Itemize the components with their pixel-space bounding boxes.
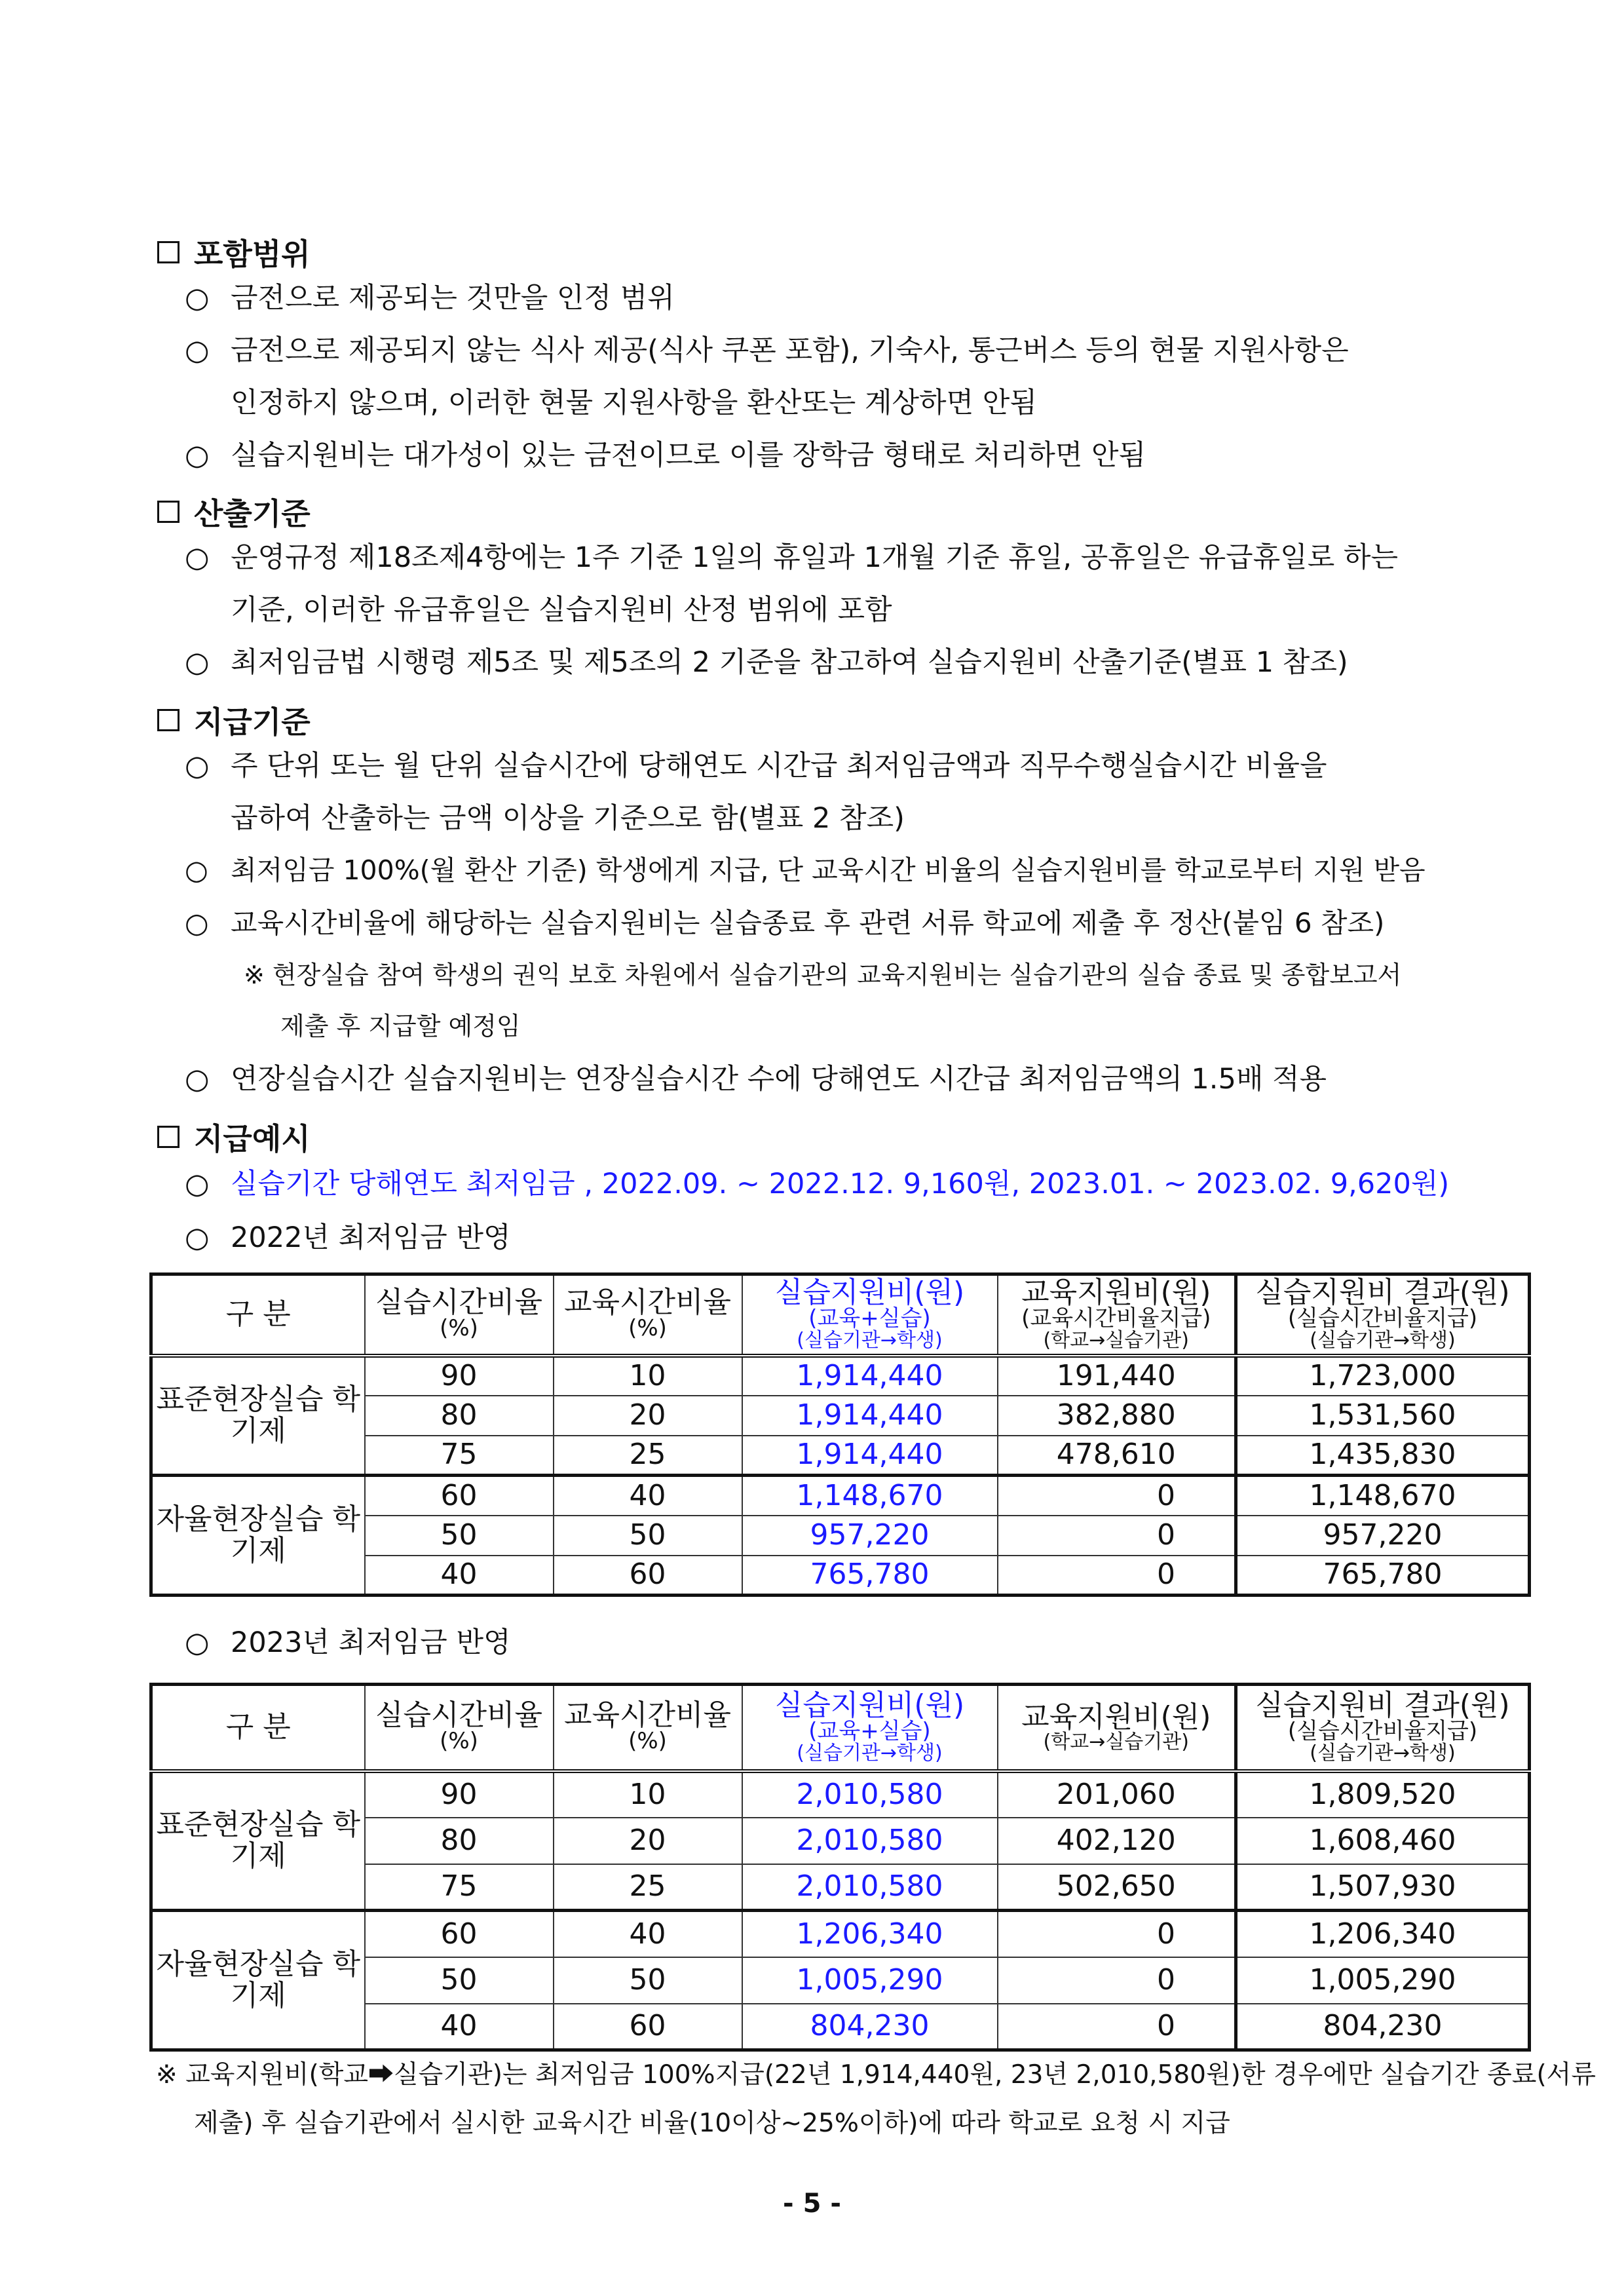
section-heading-payment-criteria [157,698,311,742]
header-support-total: 실습지원비(원) (교육+실습) (실습기관→학생) [742,1274,998,1356]
bullet-line: ○ 실습기간 당해연도 최저임금 , 2022.09. ~ 2022.12. 9,160원, 2023.01. ~ 2023.02. 9,620원) [185,1168,1450,1200]
group-label-standard: 표준현장실습 학기제 [151,1356,365,1476]
circle-bullet-icon: ○ [185,907,209,939]
bullet-line: ○ 금전으로 제공되는 것만을 인정 범위 [185,282,675,315]
table-row: 75 25 2,010,580 502,650 1,507,930 [151,1864,1530,1911]
bullet-line: ○ 2022년 최저임금 반영 [185,1221,511,1254]
circle-bullet-icon: ○ [185,1626,210,1659]
circle-bullet-icon: ○ [185,282,210,315]
section-heading-calculation [157,490,311,533]
footnote-line: ※ 교육지원비(학교⮕실습기관)는 최저임금 100%지급(22년 1,914,440원, 23년 2,010,580원)한 경우에만 실습기간 종료(서류 [156,2060,1596,2090]
bullet-line: ○ 연장실습시간 실습지원비는 연장실습시간 수에 당해연도 시간급 최저임금액의 1.5배 적용 [185,1063,1327,1096]
wage-table-2022 [149,1272,1531,1597]
bullet-line: ○ 운영규정 제18조제4항에는 1주 기준 1일의 휴일과 1개월 기준 휴일, 공휴일은 유급휴일로 하는 [185,541,1398,574]
circle-bullet-icon: ○ [185,1168,210,1200]
checkbox-square-icon [157,709,179,731]
table-row: 표준현장실습 학기제 90 10 2,010,580 201,060 1,809,520 [151,1771,1530,1818]
page-number: - 5 - [783,2189,841,2219]
table-row: 80 20 1,914,440 382,880 1,531,560 [151,1396,1530,1436]
circle-bullet-icon: ○ [185,439,210,472]
table-row: 표준현장실습 학기제 90 10 1,914,440 191,440 1,723,000 [151,1356,1530,1396]
bullet-continuation: 인정하지 않으며, 이러한 현물 지원사항을 환산또는 계상하면 안됨 [231,387,1037,419]
header-support-result: 실습지원비 결과(원) (실습시간비율지급) (실습기관→학생) [1236,1274,1530,1356]
bullet-continuation: 곱하여 산출하는 금액 이상을 기준으로 함(별표 2 참조) [231,802,905,835]
header-category: 구 분 [151,1274,365,1356]
wage-table-2023 [149,1683,1531,2052]
header-support-result: 실습지원비 결과(원) (실습시간비율지급) (실습기관→학생) [1236,1685,1530,1771]
bullet-line: ○ 주 단위 또는 월 단위 실습시간에 당해연도 시간급 최저임금액과 직무수행실습시간 비율을 [185,750,1327,782]
circle-bullet-icon: ○ [185,854,208,886]
group-label-standard: 표준현장실습 학기제 [151,1771,365,1911]
circle-bullet-icon: ○ [185,1063,210,1096]
section-title: 포함범위 [194,237,311,272]
bullet-line: ○ 2023년 최저임금 반영 [185,1626,511,1659]
table-row: 50 50 957,220 0 957,220 [151,1516,1530,1556]
bullet-line: ○ 최저임금법 시행령 제5조 및 제5조의 2 기준을 참고하여 실습지원비 산출기준(별표 1 참조) [185,646,1348,679]
header-education-support: 교육지원비(원) (학교→실습기관) [998,1685,1236,1771]
header-education-ratio: 교육시간비율 (%) [554,1685,742,1771]
circle-bullet-icon: ○ [185,646,210,679]
table-row: 40 60 765,780 0 765,780 [151,1556,1530,1596]
circle-bullet-icon: ○ [185,541,210,574]
header-practice-ratio: 실습시간비율 (%) [365,1274,554,1356]
table-row: 자율현장실습 학기제 60 40 1,206,340 0 1,206,340 [151,1911,1530,1957]
circle-bullet-icon: ○ [185,1221,210,1254]
table-row: 50 50 1,005,290 0 1,005,290 [151,1957,1530,2004]
circle-bullet-icon: ○ [185,334,210,367]
header-support-total: 실습지원비(원) (교육+실습) (실습기관→학생) [742,1685,998,1771]
section-title: 지급예시 [194,1121,311,1157]
header-education-ratio: 교육시간비율 (%) [554,1274,742,1356]
bullet-line: ○ 실습지원비는 대가성이 있는 금전이므로 이를 장학금 형태로 처리하면 안됨 [185,439,1146,472]
checkbox-square-icon [157,501,179,523]
table-row: 40 60 804,230 0 804,230 [151,2004,1530,2050]
section-title: 산출기준 [194,496,311,531]
bullet-line: ○ 최저임금 100%(월 환산 기준) 학생에게 지급, 단 교육시간 비율의 실습지원비를 학교로부터 지원 받음 [185,854,1426,886]
checkbox-square-icon [157,241,179,263]
header-education-support: 교육지원비(원) (교육시간비율지급) (학교→실습기관) [998,1274,1236,1356]
table-row: 자율현장실습 학기제 60 40 1,148,670 0 1,148,670 [151,1476,1530,1516]
section-title: 지급기준 [194,704,311,740]
table-row: 80 20 2,010,580 402,120 1,608,460 [151,1818,1530,1864]
circle-bullet-icon: ○ [185,750,210,782]
reference-note-continuation: 제출 후 지급할 예정임 [280,1012,521,1041]
checkbox-square-icon [157,1126,179,1148]
bullet-line: ○ 교육시간비율에 해당하는 실습지원비는 실습종료 후 관련 서류 학교에 제출 후 정산(붙임 6 참조) [185,907,1385,939]
header-category: 구 분 [151,1685,365,1771]
header-practice-ratio: 실습시간비율 (%) [365,1685,554,1771]
reference-note: ※ 현장실습 참여 학생의 권익 보호 차원에서 실습기관의 교육지원비는 실습기관의 실습 종료 및 종합보고서 [244,961,1402,989]
bullet-line: ○ 금전으로 제공되지 않는 식사 제공(식사 쿠폰 포함), 기숙사, 통근버스 등의 현물 지원사항은 [185,334,1349,367]
table-row: 75 25 1,914,440 478,610 1,435,830 [151,1436,1530,1476]
footnote-continuation: 제출) 후 실습기관에서 실시한 교육시간 비율(10이상~25%이하)에 따라 학교로 요청 시 지급 [194,2109,1230,2138]
section-heading-payment-example [157,1115,311,1158]
group-label-autonomous: 자율현장실습 학기제 [151,1476,365,1596]
group-label-autonomous: 자율현장실습 학기제 [151,1911,365,2050]
bullet-continuation: 기준, 이러한 유급휴일은 실습지원비 산정 범위에 포함 [231,594,892,626]
section-heading-scope [157,231,311,274]
